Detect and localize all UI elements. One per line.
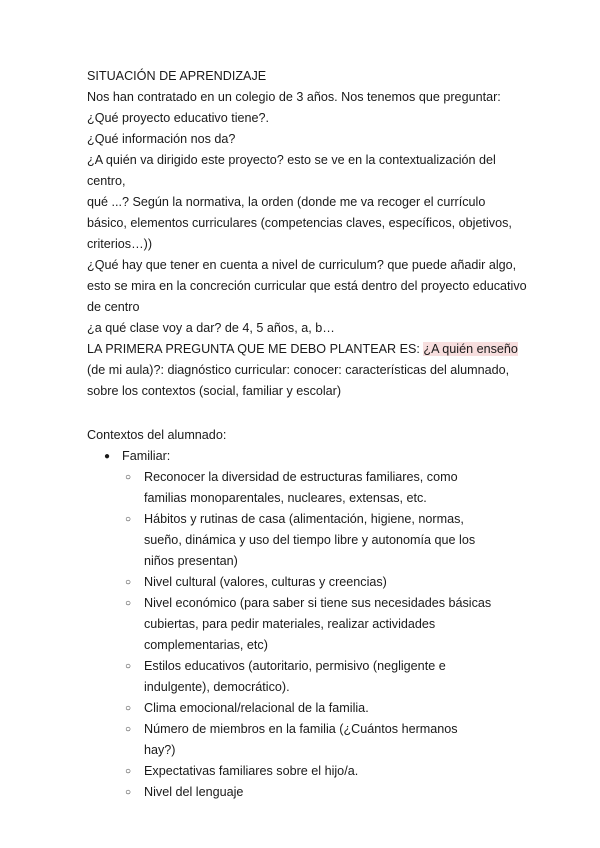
list-item-text: Nivel del lenguaje (144, 785, 244, 799)
hollow-bullet-icon: ○ (125, 661, 132, 672)
hollow-bullet-icon: ○ (125, 724, 132, 735)
hollow-bullet-icon: ○ (125, 472, 132, 483)
list-item-text: Nivel cultural (valores, culturas y creencias) (144, 575, 387, 589)
list-item (122, 698, 492, 719)
paragraph-line: ¿Qué hay que tener en cuenta a nivel de curriculum? que puede añadir algo, esto se mira en la concreción curricular que está dentro del proyecto educativo de centro (87, 258, 527, 314)
list-item-familiar (87, 446, 527, 803)
paragraph-line: ¿Qué información nos da? (87, 132, 236, 146)
hollow-bullet-icon: ○ (125, 598, 132, 609)
document-title: SITUACIÓN DE APRENDIZAJE (87, 69, 267, 83)
list-item (122, 572, 492, 593)
hollow-bullet-icon: ○ (125, 787, 132, 798)
list-item (122, 761, 492, 782)
hollow-bullet-icon: ○ (125, 766, 132, 777)
list-item-text: Clima emocional/relacional de la familia. (144, 701, 369, 715)
familiar-sublist (122, 467, 492, 803)
list-item (122, 593, 492, 656)
hollow-bullet-icon: ○ (125, 577, 132, 588)
paragraph-line: Nos han contratado en un colegio de 3 años. Nos tenemos que preguntar: (87, 90, 501, 104)
list-item (122, 467, 492, 509)
hollow-bullet-icon: ○ (125, 703, 132, 714)
list-item-text: Hábitos y rutinas de casa (alimentación, higiene, normas, sueño, dinámica y uso del tiempo libre y autonomía que los niños presentan) (144, 512, 476, 568)
highlighted-question: ¿A quién enseño (423, 342, 518, 356)
list-item-text: Expectativas familiares sobre el hijo/a. (144, 764, 359, 778)
contexts-section (87, 425, 527, 803)
paragraph-line: ¿a qué clase voy a dar? de 4, 5 años, a, b… (87, 321, 335, 335)
list-item (122, 719, 492, 761)
paragraph-line: ¿A quién va dirigido este proyecto? esto se ve en la contextualización del centro, (87, 153, 496, 188)
paragraph-line: qué ...? Según la normativa, la orden (donde me va recoger el currículo básico, elementos curriculares (competencias claves, específicos, objetivos, criterios…)) (87, 195, 512, 251)
intro-section (87, 66, 527, 402)
list-item-text: Número de miembros en la familia (¿Cuántos hermanos hay?) (144, 722, 458, 757)
list-item-text: Estilos educativos (autoritario, permisivo (negligente e indulgente), democrático). (144, 659, 446, 694)
list-item (122, 782, 492, 803)
group-label: Familiar: (122, 449, 171, 463)
list-item (122, 656, 492, 698)
contexts-list (87, 446, 527, 803)
key-question-prefix: LA PRIMERA PREGUNTA QUE ME DEBO PLANTEAR ES: (87, 342, 424, 356)
key-question-suffix: (de mi aula)?: diagnóstico curricular: conocer: características del alumnado, sobre los contextos (social, familiar y escolar) (87, 363, 510, 398)
list-item (122, 509, 492, 572)
contexts-heading: Contextos del alumnado: (87, 428, 227, 442)
list-item-text: Reconocer la diversidad de estructuras familiares, como familias monoparentales, nucleares, extensas, etc. (144, 470, 458, 505)
paragraph-line: ¿Qué proyecto educativo tiene?. (87, 111, 270, 125)
hollow-bullet-icon: ○ (125, 514, 132, 525)
filled-bullet-icon: ● (104, 451, 111, 462)
key-question-paragraph (87, 339, 527, 402)
list-item-text: Nivel económico (para saber si tiene sus necesidades básicas cubiertas, para pedir materiales, realizar actividades complementarias, etc) (144, 596, 492, 652)
